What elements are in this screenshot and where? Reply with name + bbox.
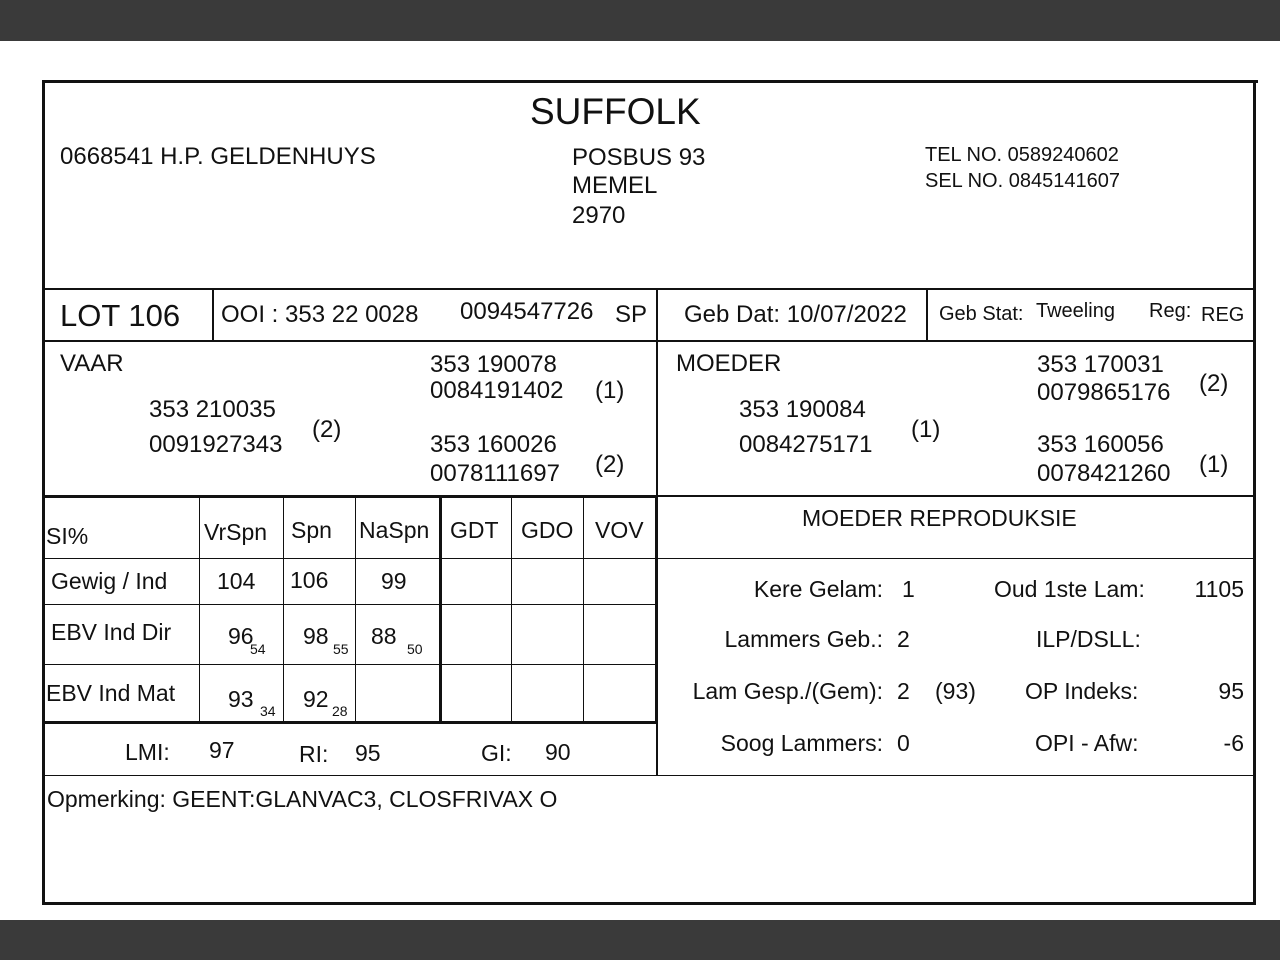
reg-label: Reg: bbox=[1149, 300, 1192, 322]
sire-label: VAAR bbox=[60, 350, 124, 377]
sires-dam-count: (2) bbox=[595, 451, 625, 478]
header-naspn: NaSpn bbox=[359, 517, 430, 543]
ebv-border-top bbox=[43, 495, 658, 498]
row-maternal-spn: 92 bbox=[303, 686, 329, 712]
suckled-lambs-label: Soog Lammers: bbox=[720, 730, 883, 756]
ebv-header-line bbox=[43, 558, 657, 559]
reg-value: REG bbox=[1201, 304, 1245, 326]
lmi-label: LMI: bbox=[125, 739, 170, 765]
row-maternal-spn-accuracy: 28 bbox=[332, 703, 348, 719]
remark-label: Opmerking: bbox=[47, 786, 166, 812]
dams-dam-count: (1) bbox=[1199, 451, 1229, 478]
dams-dam-number: 0078421260 bbox=[1037, 460, 1171, 487]
remark-text: GEENT:GLANVAC3, CLOSFRIVAX O bbox=[172, 786, 558, 812]
header-spn: Spn bbox=[291, 517, 332, 543]
cellphone: SEL NO. 0845141607 bbox=[925, 170, 1120, 192]
row-direct-naspn: 88 bbox=[371, 623, 397, 649]
address-line-1: POSBUS 93 bbox=[572, 144, 706, 171]
dam-number: 0084275171 bbox=[739, 431, 873, 458]
bottom-frame-bar bbox=[0, 920, 1280, 960]
row-weight-label: Gewig / Ind bbox=[51, 568, 168, 594]
dam-count: (1) bbox=[911, 416, 941, 443]
ebv-col-line-4 bbox=[439, 497, 442, 723]
header-vrspn: VrSpn bbox=[204, 519, 268, 545]
lot-number: LOT 106 bbox=[60, 298, 181, 333]
row-direct-label: EBV Ind Dir bbox=[51, 619, 172, 645]
top-frame-bar bbox=[0, 0, 1280, 41]
dams-dam-id: 353 160056 bbox=[1037, 431, 1164, 458]
ri-label: RI: bbox=[299, 741, 329, 767]
sires-sire-number: 0084191402 bbox=[430, 377, 564, 404]
address-line-3: 2970 bbox=[572, 202, 626, 229]
row-weight-vrspn: 104 bbox=[217, 568, 256, 594]
pedigree-bottom-line bbox=[656, 495, 1255, 497]
si-label: SI% bbox=[46, 523, 89, 549]
card-border-bottom bbox=[42, 902, 1255, 905]
row-maternal-label: EBV Ind Mat bbox=[46, 680, 176, 706]
dam-id: 353 190084 bbox=[739, 396, 866, 423]
lambs-born-value: 2 bbox=[897, 626, 910, 652]
ebv-col-line-2 bbox=[283, 497, 284, 723]
indices-bottom-line bbox=[43, 775, 1255, 776]
birth-status: Tweeling bbox=[1036, 300, 1115, 322]
times-lambed-label: Kere Gelam: bbox=[753, 576, 883, 602]
suckled-lambs-value: 0 bbox=[897, 730, 910, 756]
lambs-weaned-value: 2 bbox=[897, 678, 910, 704]
ebv-row-line-2 bbox=[43, 664, 657, 665]
lambs-born-label: Lammers Geb.: bbox=[724, 626, 883, 652]
ebv-col-line-6 bbox=[583, 497, 584, 723]
first-lamb-age-label: Oud 1ste Lam: bbox=[994, 576, 1145, 602]
row-direct-spn-accuracy: 55 bbox=[333, 641, 349, 657]
card-border-right bbox=[1253, 80, 1256, 905]
lot-row-top-line bbox=[43, 288, 1255, 290]
animal-number: 0094547726 bbox=[460, 298, 594, 325]
lambs-weaned-label: Lam Gesp./(Gem): bbox=[692, 678, 883, 704]
lot-row-bottom-line bbox=[43, 340, 1255, 342]
lmi-value: 97 bbox=[209, 737, 235, 763]
ebv-border-bottom bbox=[43, 721, 658, 724]
sires-sire-id: 353 190078 bbox=[430, 351, 557, 378]
row-direct-spn: 98 bbox=[303, 623, 329, 649]
row-maternal-vrspn: 93 bbox=[228, 686, 254, 712]
op-index-value: 95 bbox=[1218, 678, 1244, 704]
gi-value: 90 bbox=[545, 739, 571, 765]
ri-value: 95 bbox=[355, 740, 381, 766]
header-gdt: GDT bbox=[450, 517, 499, 543]
card-border-top bbox=[43, 80, 1258, 83]
dams-sire-id: 353 170031 bbox=[1037, 351, 1164, 378]
sire-number: 0091927343 bbox=[149, 431, 283, 458]
row-direct-vrspn: 96 bbox=[228, 623, 254, 649]
row-maternal-vrspn-accuracy: 34 bbox=[260, 703, 276, 719]
lot-divider-1 bbox=[212, 288, 214, 342]
sp-code: SP bbox=[615, 301, 648, 328]
ewe-id: OOI : 353 22 0028 bbox=[221, 301, 419, 328]
first-lamb-age-value: 1105 bbox=[1194, 576, 1244, 602]
row-weight-naspn: 99 bbox=[381, 568, 407, 594]
header-vov: VOV bbox=[595, 517, 644, 543]
opi-deviation-label: OPI - Afw: bbox=[1035, 730, 1139, 756]
reproduction-header-line bbox=[656, 558, 1255, 559]
dam-label: MOEDER bbox=[676, 350, 782, 377]
reproduction-heading: MOEDER REPRODUKSIE bbox=[802, 505, 1077, 531]
birth-status-label: Geb Stat: bbox=[939, 303, 1024, 325]
header-gdo: GDO bbox=[521, 517, 574, 543]
lambs-weaned-avg: (93) bbox=[935, 678, 976, 704]
ebv-col-line-5 bbox=[511, 497, 512, 723]
sire-id: 353 210035 bbox=[149, 396, 276, 423]
sires-dam-number: 0078111697 bbox=[430, 460, 560, 487]
sires-sire-count: (1) bbox=[595, 377, 625, 404]
card-border-left bbox=[42, 80, 45, 905]
telephone: TEL NO. 0589240602 bbox=[925, 144, 1119, 166]
opi-deviation-value: -6 bbox=[1223, 730, 1244, 756]
ebv-row-line-1 bbox=[43, 604, 657, 605]
ebv-col-line-1 bbox=[199, 497, 200, 723]
row-direct-naspn-accuracy: 50 bbox=[407, 641, 423, 657]
remark-line bbox=[47, 788, 557, 811]
times-lambed-value: 1 bbox=[902, 576, 915, 602]
breed-title: SUFFOLK bbox=[530, 91, 701, 132]
sires-dam-id: 353 160026 bbox=[430, 431, 557, 458]
ilp-dsll-label: ILP/DSLL: bbox=[1036, 626, 1141, 652]
dams-sire-count: (2) bbox=[1199, 370, 1229, 397]
row-weight-spn: 106 bbox=[290, 567, 329, 593]
sire-count: (2) bbox=[312, 416, 342, 443]
birth-date: Geb Dat: 10/07/2022 bbox=[684, 301, 907, 328]
ebv-border-right bbox=[655, 495, 658, 724]
gi-label: GI: bbox=[481, 740, 512, 766]
ebv-col-line-3 bbox=[355, 497, 356, 723]
op-index-label: OP Indeks: bbox=[1025, 678, 1139, 704]
dams-sire-number: 0079865176 bbox=[1037, 379, 1171, 406]
row-direct-vrspn-accuracy: 54 bbox=[250, 641, 266, 657]
owner-name: 0668541 H.P. GELDENHUYS bbox=[60, 143, 376, 170]
lot-divider-3 bbox=[926, 288, 928, 342]
address-line-2: MEMEL bbox=[572, 172, 658, 199]
lot-divider-2 bbox=[656, 288, 658, 342]
